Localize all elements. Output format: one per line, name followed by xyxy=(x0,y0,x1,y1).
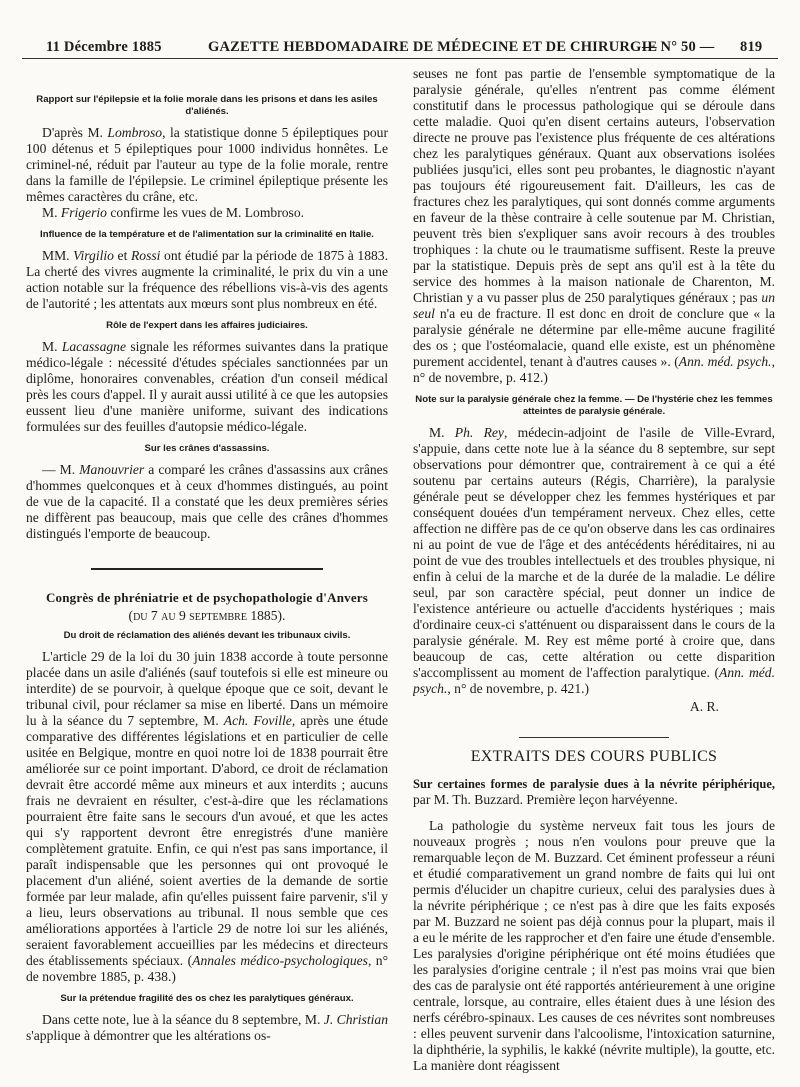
section-divider-thin xyxy=(519,737,669,738)
congress-title: Congrès de phréniatrie et de psychopathologie d'Anvers xyxy=(45,590,369,605)
left-column xyxy=(26,66,388,1081)
issue-number: — N° 50 — xyxy=(642,39,715,55)
paragraph-foville: L'article 29 de la loi du 30 juin 1838 accorde à toute personne placée dans un asile d'aliénés (sauf toutefois si elle est mineure ou interdite) de se pourvoir, à quelque époque que ce soit, devant le tribunal civil, pour réclamer sa mise en liberté. Dans un mémoire lu à la séance du 7 septembre, M. Ach. Foville, après une étude comparative des différentes législations et en particulier de celle usitée en Belgique, montre en quoi notre loi de 1838 pourrait être améliorée sur ce point important. D'abord, ce droit de réclamation devrait être accordé même aux mineurs et aux interdits ; aucuns frais ne devraient en résulter, c'est-à-dire que les réclamations pourraient être faite sans le secours d'un avoué, et que les actes qui s'y rapportent devront être enregistrés d'une manière complètement gratuite. Enfin, ce qui n'est pas sans importance, il paraît indispensable que les personnes qui ont provoqué le placement d'un aliéné, soient averties de la demande de sortie formée par leur malade, afin qu'elles puissent faire parvenir, s'il y a lieu, leurs observations au tribunal. Il nous semble que ces améliorations apportées à l'article 29 de notre loi sur les aliénés, seraient favorablement accueillies par les médecins et directeurs des établissements spéciaux. (Annales médico-psychologiques, n° de novembre 1885, p. 438.) xyxy=(26,649,388,984)
section-heading-temperature: Influence de la température et de l'alimentation sur la criminalité en Italie. xyxy=(40,229,374,240)
header-date: 11 Décembre 1885 xyxy=(46,39,162,55)
paragraph-buzzard: La pathologie du système nerveux fait tous les jours de nouveaux progrès ; nous n'en voulons pour preuve que la remarquable leçon de M. Buzzard. Cet éminent professeur a réuni et étudié comparativement un grand nombre de faits qui lui ont permis d'élucider un chapitre curieux, celui des paralysies dues à la névrite périphérique ; ce n'est pas à dire que les faits exposés par M. Buzzard ne soient pas déjà connus pour la plupart, mais il a eu le mérite de les rapprocher et d'en faire une étude d'ensemble. Les paralysies d'origine périphérique ont été moins étudiées que les paralysies d'origine centrale ; il n'est pas moins vrai que bien des cas de paralysie ont été rapportés antérieurement à une origine centrale, lorsque, au contraire, elles étaient dues à une lésion des nerfs cérébro-spinaux. Les causes de ces névrites sont nombreuses : elles peuvent survenir dans l'alcoolisme, l'intoxication saturnine, la diphthérie, la syphilis, le kakké (névrite multiple), la goutte, etc. La manière dont réagissent xyxy=(413,818,775,1073)
author-signature: A. R. xyxy=(689,699,719,714)
paragraph-lacassagne: M. Lacassagne signale les réformes suivantes dans la pratique médico-légale : nécessité d'études spéciales sanctionnées par un diplôme, honoraires convenables, création d'un conseil médical près les cours d'appel. Il y aurait aussi utilité à ce que les autopsies eussent lieu d'une manière uniforme, suivant des indications formulées sur des feuilles d'autopsie médico-légale. xyxy=(26,339,388,434)
paragraph-lombroso: D'après M. Lombroso, la statistique donne 5 épileptiques pour 100 détenus et 5 épileptiques pour 1000 individus honnêtes. Le criminel-né, réduit par l'auteur au type de la folie morale, rentre dans la famille de l'épilepsie. Le criminel épileptique présente les mêmes caractères du crâne, etc. xyxy=(26,125,388,204)
section-heading-cranes: Sur les crânes d'assassins. xyxy=(144,443,270,454)
section-heading-expert: Rôle de l'expert dans les affaires judiciaires. xyxy=(106,320,308,331)
section-heading-paralysie-femme: Note sur la paralysie générale chez la femme. — De l'hystérie chez les femmes atteintes de paralysie générale. xyxy=(415,394,773,417)
section-heading-fragilite: Sur la prétendue fragilité des os chez les paralytiques généraux. xyxy=(60,993,354,1004)
extraits-heading: EXTRAITS DES COURS PUBLICS xyxy=(470,748,718,765)
paragraph-christian-start: Dans cette note, lue à la séance du 8 septembre, M. J. Christian s'applique à démontrer que les altérations os- xyxy=(26,1012,388,1043)
paragraph-christian-continued: seuses ne font pas partie de l'ensemble symptomatique de la paralysie générale, qu'elles n'entrent pas comme élément constitutif dans le processus pathologique qui se déroule dans cette maladie. Quoi qu'en disent certains auteurs, l'observation directe ne prouve pas l'existence plus fréquente de ces altérations chez les paralytiques généraux. Quant aux observations isolées publiées jusqu'ici, elles sont peu probantes, le diagnostic n'ayant pas toujours été rigoureusement fait. D'ailleurs, les cas de fractures chez les paralytiques, qui sont donnés comme arguments en faveur de la thèse contraire à celle soutenue par M. Christian, peuvent très bien s'expliquer sans avoir recours à des troubles trophiques : la chute ou le traumatisme suffisent. Reste la preuve par la statistique. Depuis près de sept ans qu'il est à la tête du service des hommes à la maison nationale de Charenton, M. Christian y a vu passer plus de 250 paralytiques généraux ; pas un seul n'a eu de fracture. Il est donc en droit de conclure que « la paralysie générale ne détermine par elle-même aucune fragilité des os ; que l'ostéomalacie, quand elle existe, est un phénomène purement accidentel, tenant à d'autres causes ». (Ann. méd. psych., n° de novembre, p. 412.) xyxy=(413,66,775,385)
journal-title: GAZETTE HEBDOMADAIRE DE MÉDECINE ET DE CHIRURGIE xyxy=(208,39,658,55)
right-column xyxy=(413,66,775,1081)
paragraph-manouvrier: — M. Manouvrier a comparé les crânes d'assassins aux crânes d'hommes quelconques et à ceux d'hommes distingués, au point de vue de la capacité. Il a constaté que les deux premières séries ne diffèrent pas beaucoup, mais que celle des crânes d'hommes distingués l'emporte de beaucoup. xyxy=(26,462,388,541)
paragraph-frigerio: M. Frigerio confirme les vues de M. Lombroso. xyxy=(42,205,305,220)
paragraph-rey: M. Ph. Rey, médecin-adjoint de l'asile de Ville-Evrard, s'appuie, dans cette note lue à la séance du 8 septembre, sur sept observations pour démontrer que, contrairement à ce qui a été soutenu par certains auteurs (Régis, Charrière), la paralysie générale peut se développer chez les femmes hystériques et par conséquent douées d'un tempérament nerveux. Chez elles, cette affection ne diffère pas de ce qu'on observe dans les cas ordinaires ni au point de vue de l'âge et des antécédents héréditaires, ni au point de vue des troubles intellectuels et des troubles physique, ni enfin à celui de la marche et de la durée de la maladie. Le délire seul, par son caractère spécial, peut donner un indice de l'existence antérieure ou actuelle d'accidents hystériques ; mais d'ordinaire ceux-ci s'atténuent ou disparaissent dans le cours de la paralysie générale. M. Rey est même porté à croire que, dans beaucoup de cas, cette altération ou cette disparition s'accomplissent au moment de l'affection paralytique. (Ann. méd. psych., n° de novembre, p. 421.) xyxy=(413,425,775,696)
section-heading-epilepsie: Rapport sur l'épilepsie et la folie morale dans les prisons et dans les asiles d'aliénés. xyxy=(36,94,378,117)
congress-dates: (du 7 au 9 septembre 1885). xyxy=(128,608,286,623)
page-header xyxy=(22,38,778,59)
page-number: 819 xyxy=(740,39,763,55)
lecture-title: Sur certaines formes de paralysie dues à la névrite périphérique, par M. Th. Buzzard. Première leçon harvéyenne. xyxy=(413,777,775,807)
paragraph-virgilio-rossi: MM. Virgilio et Rossi ont étudié par la période de 1875 à 1883. La cherté des vivres augmente la criminalité, le prix du vin a une action notable sur la fréquence des rébellions vis-à-vis des agents de l'autorité ; les attentats aux mœurs sont plus nombreux en été. xyxy=(26,248,388,311)
section-heading-droit: Du droit de réclamation des aliénés devant les tribunaux civils. xyxy=(63,630,351,641)
section-divider xyxy=(91,568,323,570)
